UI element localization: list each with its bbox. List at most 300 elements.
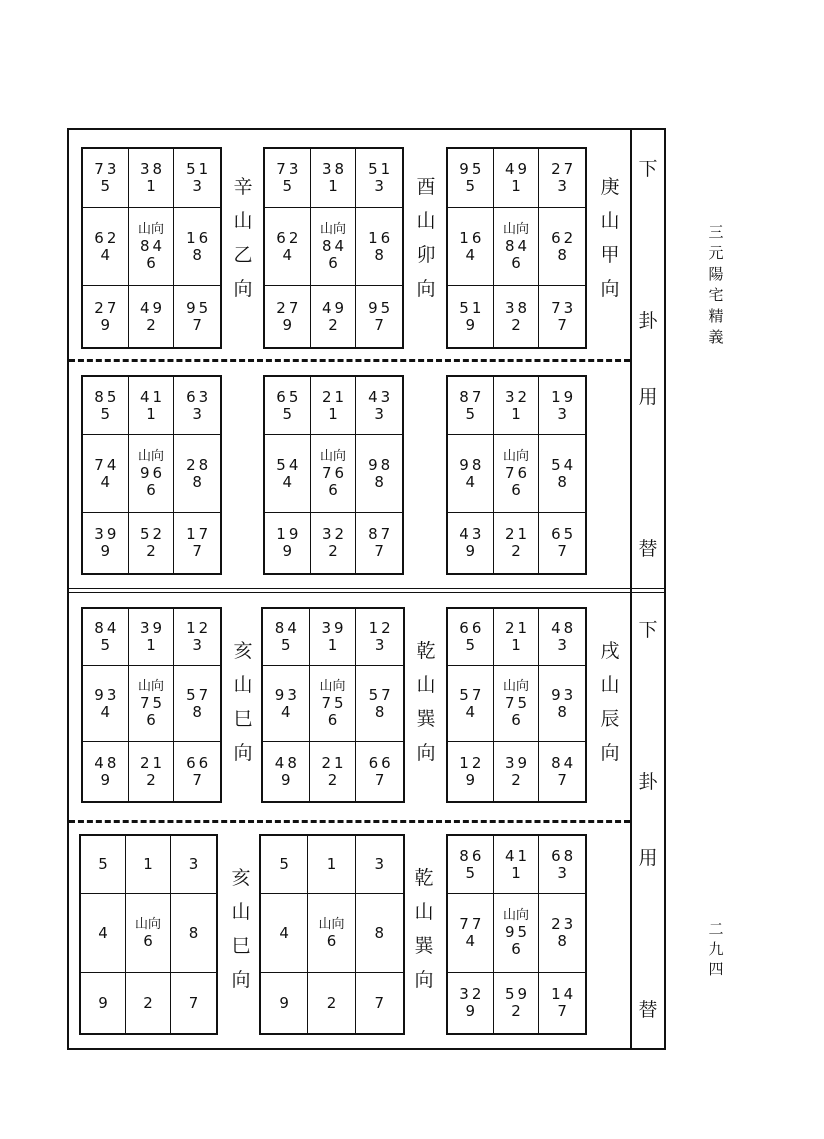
mountain-facing-stars: 76 [504, 463, 531, 482]
palace-cell [356, 286, 402, 347]
center-palace [310, 666, 357, 742]
palace-cell [265, 377, 311, 435]
base-star: 6 [146, 480, 156, 499]
mountain-facing-stars: 51 [186, 160, 212, 178]
mountain-facing-stars: 52 [139, 525, 166, 543]
base-star: 6 [146, 710, 156, 729]
base-star: 6 [146, 253, 156, 272]
label-char: 向 [233, 742, 253, 764]
label-char: 山 [600, 674, 620, 696]
base-star: 3 [192, 404, 202, 423]
palace-cell [261, 894, 308, 973]
base-star: 4 [100, 245, 111, 264]
base-star: 9 [465, 315, 476, 334]
base-star: 8 [192, 245, 202, 264]
palace-cell [494, 286, 540, 347]
palace-cell [171, 836, 216, 894]
mountain-facing-tag: 山向 [137, 221, 164, 237]
palace-cell [448, 513, 494, 573]
base-star: 8 [374, 245, 384, 264]
mountain-facing-stars: 38 [504, 298, 531, 317]
label-char: 山 [414, 901, 434, 923]
base-star: 3 [557, 404, 567, 423]
palace-cell [539, 973, 585, 1033]
mountain-facing-tag: 山向 [134, 916, 161, 932]
label-char: 乙 [233, 244, 253, 266]
mountain-facing-tag: 山向 [319, 448, 346, 464]
label-char: 山 [233, 210, 253, 232]
mountain-facing-stars: 12 [459, 753, 485, 772]
label-char: 酉 [416, 176, 436, 198]
mountain-facing-stars: 51 [368, 160, 394, 178]
base-star: 5 [465, 404, 476, 423]
base-star: 2 [511, 542, 521, 560]
palace-cell [448, 149, 494, 208]
base-star: 8 [557, 472, 567, 491]
palace-cell [265, 513, 311, 573]
sidebar-char: 替 [638, 999, 658, 1021]
palace-cell [539, 435, 585, 513]
mountain-facing-stars: 93 [551, 685, 577, 704]
mountain-facing-stars: 51 [459, 298, 485, 317]
mountain-facing-stars: 32 [321, 525, 348, 543]
palace-cell [356, 836, 403, 894]
mountain-facing-stars: 48 [551, 619, 577, 637]
palace-cell [448, 836, 494, 894]
palace-cell [356, 377, 402, 435]
base-star: 5 [100, 177, 111, 195]
base-star: 7 [374, 542, 384, 560]
base-star: 3 [374, 177, 384, 195]
base-star: 5 [281, 636, 291, 654]
mountain-facing-stars: 27 [276, 298, 302, 317]
palace-cell [83, 149, 129, 208]
mountain-facing-stars: 27 [94, 298, 120, 317]
palace-cell [356, 894, 403, 973]
palace-cell [356, 742, 403, 801]
base-star: 2 [326, 993, 337, 1012]
mountain-facing-stars: 62 [276, 228, 302, 247]
base-star: 7 [188, 993, 199, 1012]
mountain-facing-stars: 43 [368, 387, 394, 406]
mountain-facing-stars: 12 [368, 619, 394, 637]
book-title [704, 222, 728, 348]
mountain-facing-stars: 66 [186, 753, 212, 772]
palace-cell [129, 286, 175, 347]
palace-cell [448, 208, 494, 286]
label-char: 巽 [416, 708, 436, 730]
palace-cell [174, 149, 220, 208]
base-star: 3 [192, 636, 202, 654]
base-star: 7 [192, 542, 202, 560]
mountain-facing-stars: 68 [551, 846, 577, 865]
mountain-facing-stars: 21 [504, 619, 531, 637]
mountain-facing-stars: 66 [459, 619, 485, 637]
star-chart [261, 607, 405, 803]
mountain-facing-stars: 38 [321, 160, 348, 178]
mountain-facing-tag: 山向 [137, 678, 164, 694]
section-divider-dashed [69, 820, 630, 823]
palace-cell [81, 973, 126, 1033]
sidebar-cell [630, 130, 666, 359]
palace-cell [174, 208, 220, 286]
palace-cell [356, 609, 403, 666]
base-star: 2 [511, 770, 521, 789]
star-chart [446, 375, 587, 575]
mountain-facing-stars: 21 [321, 753, 347, 772]
palace-cell [494, 742, 540, 801]
base-star: 9 [465, 542, 476, 560]
label-char: 巳 [233, 708, 253, 730]
palace-cell [83, 666, 129, 742]
base-star: 6 [511, 940, 521, 958]
palace-cell [174, 742, 220, 801]
mountain-facing-stars: 84 [139, 236, 166, 255]
base-star: 9 [465, 770, 476, 789]
base-star: 1 [511, 636, 521, 654]
palace-cell [308, 836, 355, 894]
label-char: 向 [231, 969, 251, 991]
star-chart [446, 147, 587, 349]
base-star: 1 [511, 177, 521, 195]
label-char: 向 [416, 278, 436, 300]
mountain-facing-stars: 75 [321, 693, 347, 712]
mountain-facing-stars: 65 [551, 525, 577, 543]
base-star: 8 [374, 472, 384, 491]
mountain-facing-stars: 17 [186, 525, 212, 543]
palace-cell [494, 513, 540, 573]
mountain-facing-stars: 84 [551, 753, 577, 772]
base-star: 8 [192, 702, 202, 721]
center-palace [129, 208, 175, 286]
palace-cell [126, 836, 171, 894]
label-char: 向 [233, 278, 253, 300]
mountain-facing-stars: 75 [504, 693, 531, 712]
mountain-facing-stars: 54 [276, 455, 302, 474]
base-star: 3 [557, 177, 567, 195]
mountain-facing-stars: 95 [368, 298, 394, 317]
direction-label [228, 170, 258, 306]
base-star: 4 [98, 923, 108, 942]
sidebar-char: 下 [638, 619, 658, 641]
center-palace [129, 435, 175, 513]
label-char: 巳 [231, 935, 251, 957]
mountain-facing-stars: 86 [459, 846, 485, 865]
base-star: 2 [328, 315, 338, 334]
base-star: 5 [279, 855, 289, 873]
mountain-facing-tag: 山向 [502, 221, 529, 237]
palace-cell [129, 742, 175, 801]
mountain-facing-tag: 山向 [137, 448, 164, 464]
base-star: 2 [328, 542, 338, 560]
mountain-facing-stars: 84 [504, 236, 531, 255]
palace-cell [494, 149, 540, 208]
palace-cell [83, 435, 129, 513]
star-chart [446, 834, 587, 1035]
base-star: 2 [146, 542, 156, 560]
palace-cell [174, 666, 220, 742]
palace-cell [261, 973, 308, 1033]
base-star: 4 [282, 472, 293, 491]
palace-cell [263, 742, 310, 801]
palace-cell [539, 609, 585, 666]
palace-cell [174, 513, 220, 573]
palace-cell [448, 973, 494, 1033]
mountain-facing-stars: 73 [94, 160, 120, 178]
page-number [704, 919, 728, 979]
center-palace [311, 435, 357, 513]
palace-cell [311, 286, 357, 347]
palace-cell [81, 894, 126, 973]
palace-cell [356, 208, 402, 286]
base-star: 6 [143, 931, 153, 950]
palace-cell [539, 208, 585, 286]
direction-label [411, 634, 441, 770]
palace-cell [129, 609, 175, 666]
mountain-facing-stars: 21 [504, 525, 531, 543]
page-number-char: 二 [708, 920, 724, 938]
base-star: 6 [328, 480, 338, 499]
base-star: 7 [557, 1002, 567, 1020]
palace-cell [263, 666, 310, 742]
base-star: 8 [192, 472, 202, 491]
base-star: 4 [465, 472, 476, 491]
base-star: 7 [374, 993, 385, 1012]
base-star: 8 [557, 245, 567, 264]
palace-cell [539, 666, 585, 742]
center-palace [308, 894, 355, 973]
palace-cell [494, 609, 540, 666]
palace-cell [171, 973, 216, 1033]
mountain-facing-tag: 山向 [502, 448, 529, 464]
base-star: 5 [465, 177, 476, 195]
mountain-facing-stars: 48 [274, 753, 300, 772]
palace-cell [265, 286, 311, 347]
palace-cell [448, 609, 494, 666]
base-star: 9 [279, 993, 289, 1012]
base-star: 3 [557, 863, 567, 882]
center-palace [494, 435, 540, 513]
base-star: 5 [98, 855, 108, 873]
star-chart [263, 375, 404, 575]
palace-cell [494, 973, 540, 1033]
mountain-facing-stars: 98 [459, 455, 485, 474]
mountain-facing-stars: 38 [139, 160, 166, 178]
palace-cell [126, 973, 171, 1033]
palace-cell [83, 609, 129, 666]
palace-cell [356, 513, 402, 573]
mountain-facing-stars: 98 [368, 455, 394, 474]
direction-label [226, 861, 256, 997]
mountain-facing-stars: 95 [186, 298, 212, 317]
mountain-facing-stars: 54 [551, 455, 577, 474]
base-star: 1 [146, 404, 156, 423]
palace-cell [83, 513, 129, 573]
center-palace [494, 894, 540, 973]
mountain-facing-stars: 74 [94, 455, 120, 474]
palace-cell [539, 894, 585, 973]
palace-cell [83, 377, 129, 435]
label-char: 亥 [233, 640, 253, 662]
palace-cell [539, 286, 585, 347]
mountain-facing-stars: 27 [551, 160, 577, 178]
mountain-facing-stars: 14 [551, 985, 577, 1003]
star-chart [263, 147, 404, 349]
base-star: 8 [188, 923, 199, 942]
sidebar-char: 下 [638, 158, 658, 180]
palace-cell [129, 513, 175, 573]
base-star: 4 [465, 702, 476, 721]
mountain-facing-stars: 39 [321, 619, 347, 637]
base-star: 4 [465, 932, 476, 950]
palace-cell [311, 513, 357, 573]
base-star: 9 [100, 542, 111, 560]
mountain-facing-stars: 96 [139, 463, 166, 482]
mountain-facing-stars: 41 [504, 846, 531, 865]
base-star: 4 [100, 702, 111, 721]
base-star: 9 [100, 770, 111, 789]
mountain-facing-tag: 山向 [318, 916, 345, 932]
palace-cell [174, 609, 220, 666]
base-star: 8 [374, 702, 385, 721]
mountain-facing-stars: 39 [94, 525, 120, 543]
base-star: 3 [374, 404, 384, 423]
base-star: 8 [557, 932, 567, 950]
base-star: 8 [557, 702, 567, 721]
mountain-facing-stars: 57 [186, 685, 212, 704]
mountain-facing-stars: 95 [459, 160, 485, 178]
palace-cell [261, 836, 308, 894]
star-chart [81, 607, 222, 803]
mountain-facing-stars: 49 [139, 298, 166, 317]
base-star: 9 [465, 1002, 476, 1020]
base-star: 2 [146, 315, 156, 334]
base-star: 7 [192, 770, 202, 789]
sidebar-char: 替 [638, 538, 658, 560]
mountain-facing-stars: 49 [321, 298, 348, 317]
base-star: 1 [146, 177, 156, 195]
palace-cell [83, 286, 129, 347]
direction-label [409, 861, 439, 997]
mountain-facing-stars: 62 [551, 228, 577, 247]
palace-cell [539, 513, 585, 573]
mountain-facing-stars: 84 [94, 619, 120, 637]
palace-cell [263, 609, 310, 666]
base-star: 1 [328, 404, 338, 423]
mountain-facing-stars: 73 [551, 298, 577, 317]
base-star: 3 [557, 636, 567, 654]
palace-cell [265, 208, 311, 286]
sidebar-char: 卦 [638, 310, 658, 332]
palace-cell [356, 149, 402, 208]
palace-cell [310, 742, 357, 801]
palace-cell [356, 435, 402, 513]
label-char: 辰 [600, 708, 620, 730]
mountain-facing-stars: 21 [321, 387, 348, 406]
palace-cell [448, 377, 494, 435]
base-star: 1 [327, 636, 338, 654]
mountain-facing-tag: 山向 [502, 908, 529, 923]
base-star: 2 [327, 770, 338, 789]
base-star: 4 [282, 245, 293, 264]
mountain-facing-stars: 85 [94, 387, 120, 406]
mountain-facing-stars: 28 [186, 455, 212, 474]
palace-cell [171, 894, 216, 973]
label-char: 向 [416, 742, 436, 764]
palace-cell [311, 377, 357, 435]
base-star: 1 [328, 177, 338, 195]
mountain-facing-stars: 76 [321, 463, 348, 482]
mountain-facing-stars: 48 [94, 753, 120, 772]
base-star: 1 [146, 636, 156, 654]
palace-cell [494, 836, 540, 894]
base-star: 1 [143, 855, 153, 873]
label-char: 山 [416, 210, 436, 232]
palace-cell [448, 666, 494, 742]
palace-cell [174, 377, 220, 435]
base-star: 2 [511, 1002, 521, 1020]
direction-label [595, 634, 625, 770]
mountain-facing-stars: 21 [139, 753, 166, 772]
star-chart [81, 147, 222, 349]
center-palace [126, 894, 171, 973]
base-star: 5 [465, 863, 476, 882]
mountain-facing-stars: 49 [504, 160, 531, 178]
sidebar-cell [630, 591, 666, 820]
base-star: 9 [98, 993, 108, 1012]
palace-cell [83, 208, 129, 286]
base-star: 6 [327, 710, 338, 729]
label-char: 戌 [600, 640, 620, 662]
base-star: 3 [192, 177, 202, 195]
mountain-facing-stars: 66 [368, 753, 394, 772]
mountain-facing-stars: 65 [276, 387, 302, 406]
base-star: 7 [557, 542, 567, 560]
mountain-facing-stars: 19 [551, 387, 577, 406]
label-char: 卯 [416, 244, 436, 266]
mountain-facing-stars: 43 [459, 525, 485, 543]
direction-label [411, 170, 441, 306]
mountain-facing-stars: 19 [276, 525, 302, 543]
label-char: 山 [233, 674, 253, 696]
base-star: 7 [557, 770, 567, 789]
mountain-facing-stars: 62 [94, 228, 120, 247]
base-star: 5 [282, 177, 293, 195]
base-star: 1 [511, 863, 521, 882]
base-star: 4 [100, 472, 111, 491]
base-star: 2 [143, 993, 153, 1012]
base-star: 8 [374, 923, 385, 942]
palace-cell [448, 742, 494, 801]
mountain-facing-stars: 87 [368, 525, 394, 543]
mountain-facing-stars: 41 [139, 387, 166, 406]
center-palace [129, 666, 175, 742]
mountain-facing-stars: 23 [551, 915, 577, 933]
palace-cell [539, 149, 585, 208]
label-char: 乾 [416, 640, 436, 662]
label-char: 乾 [414, 867, 434, 889]
base-star: 9 [282, 315, 293, 334]
base-star: 3 [188, 855, 199, 873]
label-char: 山 [600, 210, 620, 232]
palace-cell [83, 742, 129, 801]
label-char: 辛 [233, 176, 253, 198]
base-star: 4 [279, 923, 289, 942]
base-star: 2 [511, 315, 521, 334]
mountain-facing-tag: 山向 [319, 221, 346, 237]
palace-cell [539, 742, 585, 801]
title-char: 元 [708, 244, 724, 262]
